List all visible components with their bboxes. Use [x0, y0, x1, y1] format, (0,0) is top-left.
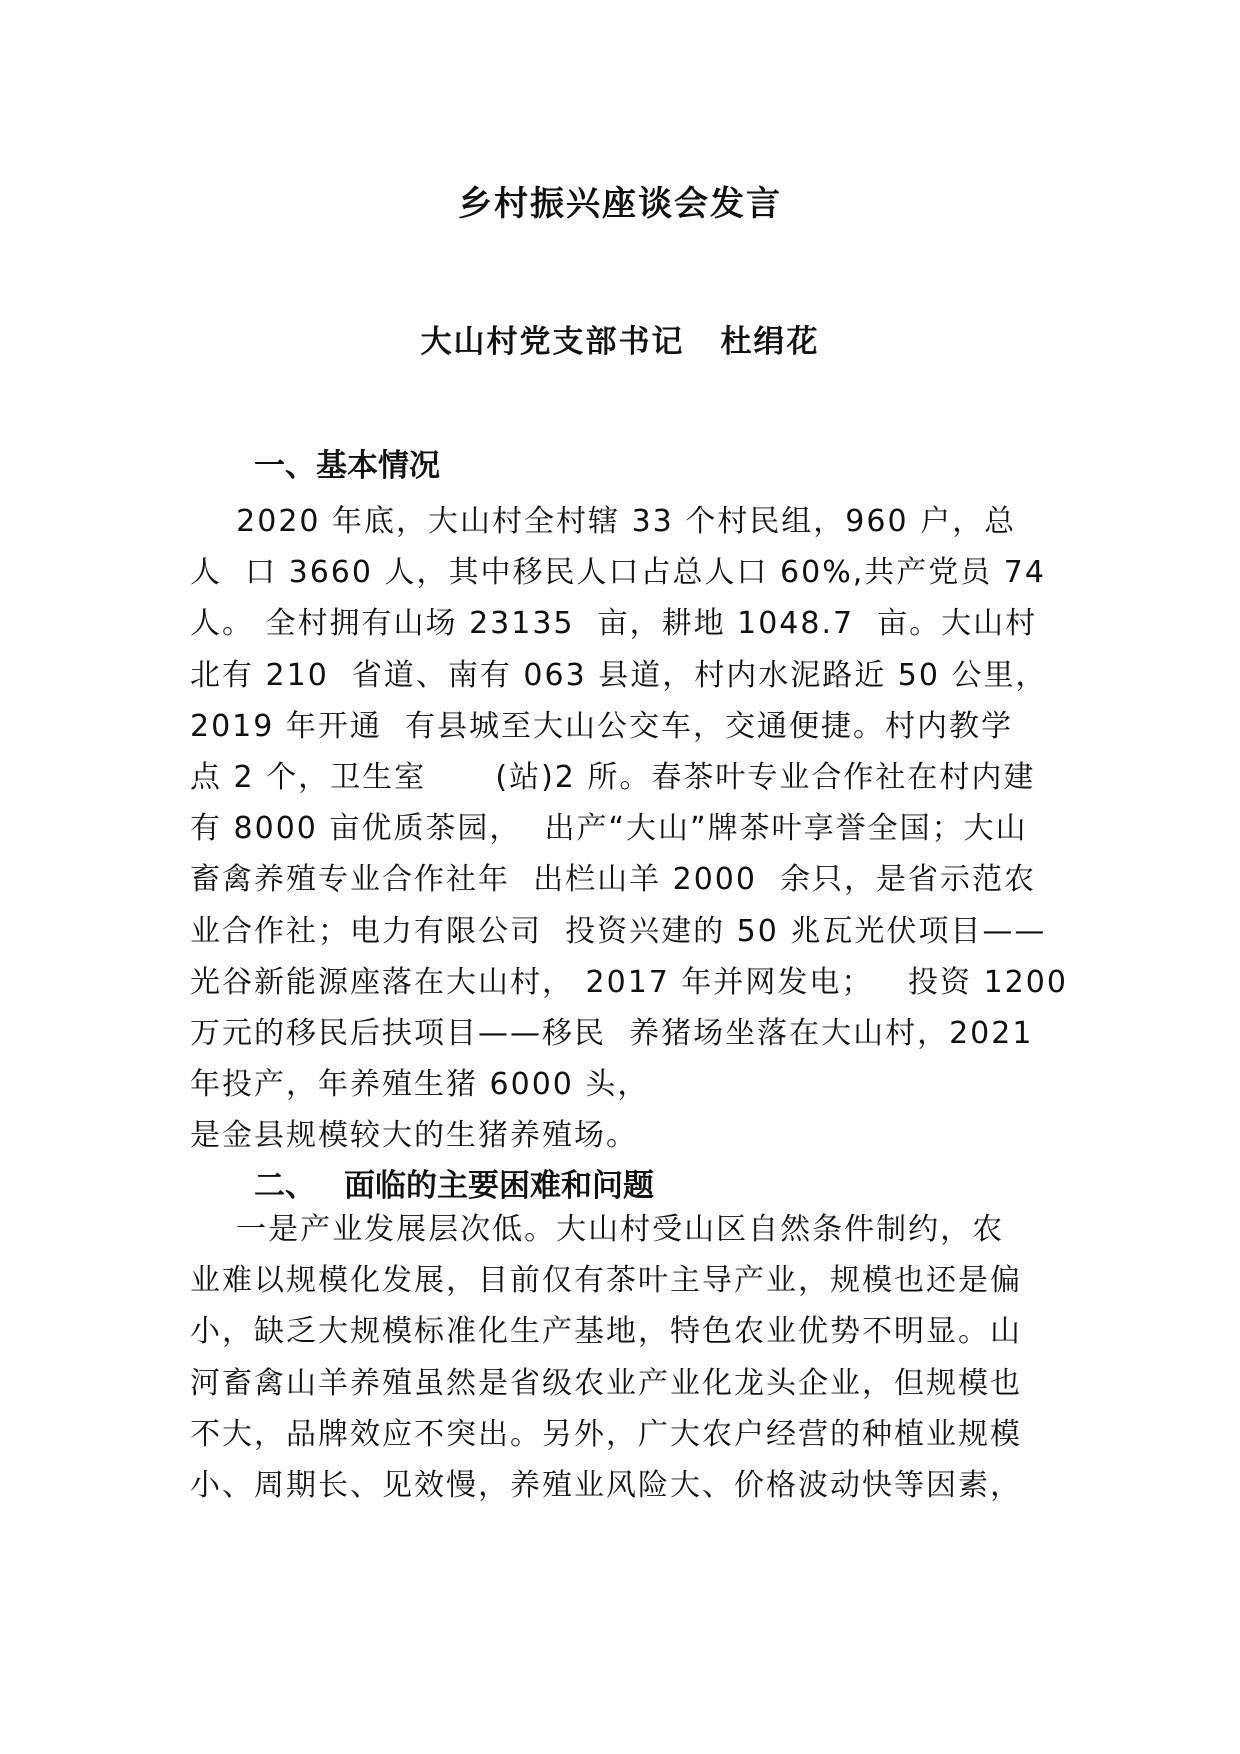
text-line: 2020 年底，大山村全村辖 33 个村民组，960 户，总 — [190, 504, 1017, 539]
text-line: 人 口 3660 人，其中移民人口占总人口 60%,共产党员 74 — [190, 555, 1046, 591]
text-line: 2019 年开通 有县城至大山公交车，交通便捷。村内教学 — [190, 708, 1013, 744]
text-line: 有 8000 亩优质茶园， 出产“大山”牌茶叶享誉全国；大山 — [190, 811, 1028, 847]
text-line: 畜禽养殖专业合作社年 出栏山羊 2000 余只，是省示范农 — [190, 862, 1037, 898]
text-line: 不大，品牌效应不突出。另外，广大农户经营的种植业规模 — [190, 1416, 1022, 1452]
text-line: 业合作社；电力有限公司 投资兴建的 50 兆瓦光伏项目—— — [190, 913, 1047, 949]
text-line: 小，缺乏大规模标准化生产基地，特色农业优势不明显。山 — [190, 1314, 1022, 1350]
section-body-main-difficulties — [190, 1204, 1022, 1511]
section-number: 二、 — [254, 1168, 316, 1204]
text-line: 小、周期长、见效慢，养殖业风险大、价格波动快等因素， — [190, 1467, 1022, 1503]
text-line: 人。 全村拥有山场 23135 亩，耕地 1048.7 亩。大山村 — [190, 606, 1038, 642]
section-title: 面临的主要困难和问题 — [344, 1168, 654, 1204]
text-line: 万元的移民后扶项目——移民 养猪场坐落在大山村，2021 — [190, 1015, 1034, 1051]
section-heading-basic-situation — [254, 440, 440, 485]
section-heading-main-difficulties — [254, 1160, 654, 1205]
section-title: 基本情况 — [316, 448, 440, 484]
document-title: 乡村振兴座谈会发言 — [458, 184, 782, 224]
text-line: 业难以规模化发展，目前仅有茶叶主导产业，规模也还是偏 — [190, 1263, 1022, 1299]
text-line: 年投产，年养殖生猪 6000 头， — [190, 1067, 650, 1103]
text-line: 北有 210 省道、南有 063 县道，村内水泥路近 50 公里， — [190, 657, 1048, 693]
author-line — [0, 316, 1240, 361]
text-line: 是金县规模较大的生猪养殖场。 — [190, 1118, 638, 1154]
text-line: 河畜禽山羊养殖虽然是省级农业产业化龙头企业，但规模也 — [190, 1365, 1022, 1401]
text-line: 光谷新能源座落在大山村， 2017 年并网发电； 投资 1200 — [190, 964, 1068, 1000]
text-line: 点 2 个，卫生室 (站)2 所。春茶叶专业合作社在村内建 — [190, 759, 1036, 795]
section-body-basic-situation — [190, 496, 1068, 1161]
author-role: 大山村党支部书记 — [420, 324, 685, 360]
author-name: 杜绢花 — [720, 324, 820, 360]
section-number: 一、 — [254, 448, 316, 484]
text-line: 一是产业发展层次低。大山村受山区自然条件制约，农 — [190, 1212, 1005, 1247]
